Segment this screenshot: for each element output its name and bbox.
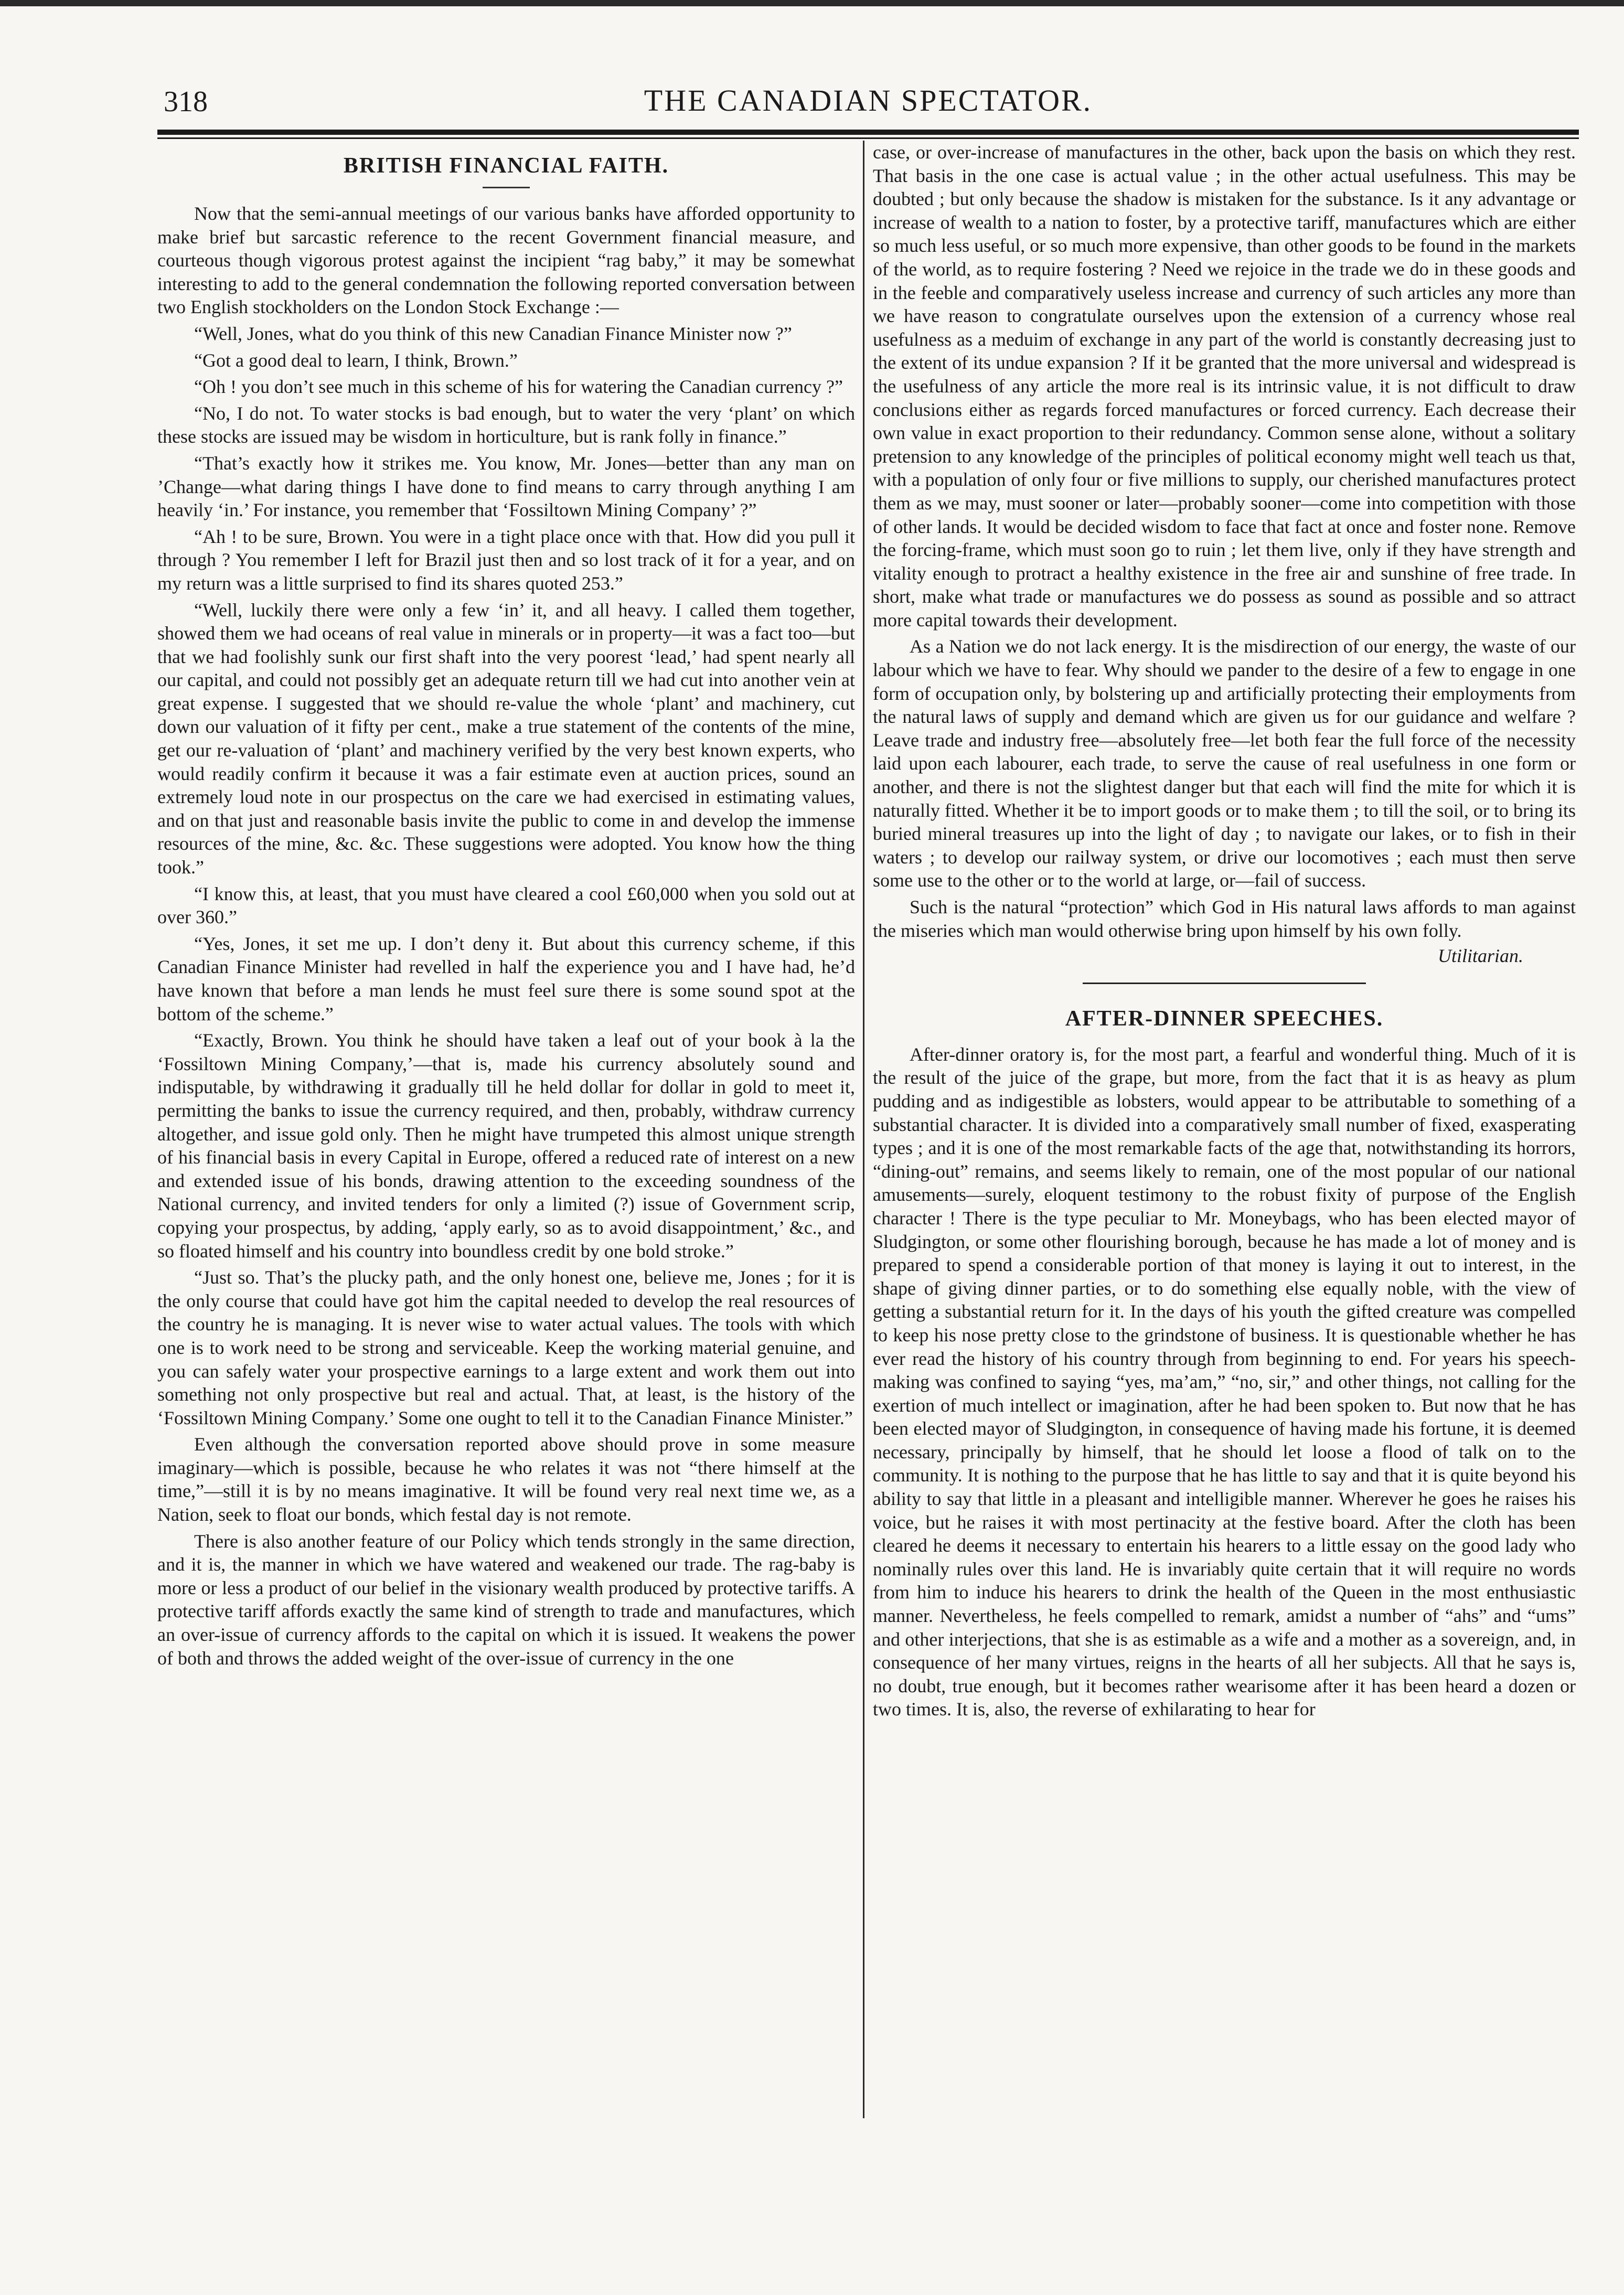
left-column <box>157 141 855 1673</box>
paragraph: “Ah ! to be sure, Brown. You were in a tight place once with that. How did you pull it through ? You remember I left for Brazil just then and so lost track of it for a year, and on my return was a little surprised to find its shares quoted 253.” <box>157 526 855 594</box>
article-body <box>873 1043 1576 1721</box>
paragraph: case, or over-increase of manufactures in the other, back upon the basis on which they rest. That basis in the one case is actual value ; in the other actual usefulness. This may be doubted ; but only because the shadow is mistaken for the substance. Is it any advantage or increase of wealth to a nation to foster, by a protective tariff, manufactures which are either so much less useful, or so much more expensive, than other goods to be found in the markets of the world, as to require fostering ? Need we rejoice in the trade we do in these goods and in the feeble and comparatively useless increase and currency of such articles any more than we have reason to congratulate ourselves upon the extension of a currency whose real usefulness as a meduim of exchange in any part of the world is constantly decreasing just to the extent of its undue expansion ? If it be granted that the more universal and widespread is the usefulness of any article the more real is its intrinsic value, it is not difficult to draw conclusions either as regards forced manufactures or forced currency. Each decrease their own value in exact proportion to their redundancy. Common sense alone, without a solitary pretension to any knowledge of the principles of political economy might well teach us that, with a population of only four or five millions to supply, our cherished manufactures protect them as we may, must sooner or later—probably sooner—come into competition with those of other lands. It would be decided wisdom to face that fact at once and foster none. Remove the forcing-frame, which must soon go to ruin ; let them live, only if they have strength and vitality enough to protract a healthy existence in the free air and sunshine of free trade. In short, make what trade or manufactures we do possess as sound as possible and so attract more capital towards their development. <box>873 142 1576 631</box>
paragraph: As a Nation we do not lack energy. It is the misdirection of our energy, the waste of our labour which we have to fear. Why should we pander to the desire of a few to engage in one form of occupation only, by bolstering up and artificially protecting their employments from the natural laws of supply and demand which are given us for our guidance and welfare ? Leave trade and industry free—absolutely free—let both fear the full force of the necessity laid upon each labourer, each trade, to serve the cause of real usefulness in one form or another, and there is not the slightest danger but that each will find the mite for which it is naturally fitted. Whether it be to import goods or to make them ; to till the soil, or to bring its buried mineral treasures up into the light of day ; to navigate our lakes, or to fish in their waters ; to develop our railway system, or drive our locomotives ; each must then serve some use to the other or to the world at large, or—fail of success. <box>873 636 1576 891</box>
paragraph: Such is the natural “protection” which God in His natural laws affords to man against the miseries which man would otherwise bring upon himself by his own folly. <box>873 896 1576 941</box>
paragraph: Even although the conversation reported above should prove in some measure imaginary—which is possible, because he who relates it was not “there himself at the time,”—still it is by no means imaginative. It will be found very real next time we, as a Nation, seek to float our bonds, which festal day is not remote. <box>157 1434 855 1525</box>
paragraph: Now that the semi-annual meetings of our various banks have afforded opportunity to make brief but sarcastic reference to the recent Government financial measure, and courteous though vigorous protest against the incipient “rag baby,” it may be somewhat interesting to add to the general condemnation the following reported conversation between two English stockholders on the London Stock Exchange :— <box>157 203 855 318</box>
paragraph: “I know this, at least, that you must have cleared a cool £60,000 when you sold out at over 360.” <box>157 883 855 928</box>
paragraph: “Just so. That’s the plucky path, and the only honest one, believe me, Jones ; for it is the only course that could have got him the capital needed to develop the real resources of the country he is managing. It is never wise to water actual values. The tools with which one is to work need to be strong and serviceable. Keep the working material genuine, and you can safely water your prospective earnings to a large extent and work them out into something not only prospective but real and actual. That, at least, is the history of the ‘Fossiltown Mining Company.’ Some one ought to tell it to the Canadian Finance Minister.” <box>157 1267 855 1428</box>
page-top-edge <box>0 0 1624 6</box>
paragraph: “Yes, Jones, it set me up. I don’t deny it. But about this currency scheme, if this Canadian Finance Minister had revelled in half the experience you and I have had, he’d have known that before a man lends he must feel sure there is some sound spot at the bottom of the scheme.” <box>157 933 855 1024</box>
paragraph: There is also another feature of our Policy which tends strongly in the same direction, and it is, the manner in which we have watered and weakened our trade. The rag-baby is more or less a product of our belief in the visionary wealth produced by protective tariffs. A protective tariff affords exactly the same kind of strength to trade and manufactures, which an over-issue of currency affords to the capital on which it is issued. It weakens the power of both and throws the added weight of the over-issue of currency in the one <box>157 1530 855 1669</box>
paragraph: “Got a good deal to learn, I think, Brown.” <box>194 349 518 371</box>
paragraph: “That’s exactly how it strikes me. You know, Mr. Jones—better than any man on ’Change—what daring things I have done to find means to carry through anything I am heavily ‘in.’ For instance, you remember that ‘Fossiltown Mining Company’ ?” <box>157 452 855 521</box>
header-rule-thick <box>157 130 1579 135</box>
paragraph: After-dinner oratory is, for the most part, a fearful and wonderful thing. Much of it is the result of the juice of the grape, but more, from the fact that it is as heavy as plum pudding and as indigestible as lobsters, would appear to be attributable to something of a substantial character. It is divided into a comparatively small number of fixed, exasperating types ; and it is one of the most remarkable facts of the age that, notwithstanding its horrors, “dining-out” remains, and seems likely to remain, one of the most popular of our national amusements—surely, eloquent testimony to the robust fixity of purpose of the English character ! There is the type peculiar to Mr. Moneybags, who has been elected mayor of Sludgington, or some other flourishing borough, because he has made a lot of money and is prepared to spend a considerable portion of that money is laying it out to interest, in the shape of giving dinner parties, or to do something else equally noble, with the view of getting a substantial return for it. In the days of his youth the gifted creature was compelled to keep his nose pretty close to the grindstone of business. It is questionable whether he has ever read the history of his country through from beginning to end. For years his speech-making was confined to saying “yes, ma’am,” “no, sir,” and other things, not calling for the exertion of much intellect or imagination, after he had been spoken to. But now that he has been elected mayor of Sludgington, in consequence of having made his fortune, it is deemed necessary, principally by himself, that he should let loose a flood of talk on to the community. It is nothing to the purpose that he has little to say and that it is quite beyond his ability to say that little in a pleasant and intelligible manner. Wherever he goes he raises his voice, but he raises it with most pertinacity at the festive board. After the cloth has been cleared he deems it necessary to entertain his hearers to a little essay on the good lady who nominally rules over this land. He is invariably quite certain that it will require no words from him to induce his hearers to drink the health of the Queen in the most enthusiastic manner. Nevertheless, he feels compelled to remark, amidst a number of “ahs” and “ums” and other interjections, that she is as estimable as a wife and a mother as a sovereign, and, in consequence of her many virtues, reigns in the hearts of all her subjects. All that he says is, no doubt, true enough, but it becomes rather wearisome after it has been heard a dozen or two times. It is, also, the reverse of exhilarating to hear for <box>873 1043 1576 1720</box>
page-number: 318 <box>164 86 208 118</box>
paragraph: “Well, Jones, what do you think of this new Canadian Finance Minister now ?” <box>194 323 792 344</box>
paragraph: “No, I do not. To water stocks is bad enough, but to water the very ‘plant’ on which these stocks are issued may be wisdom in horticulture, but is rank folly in finance.” <box>157 402 855 447</box>
article-title: AFTER-DINNER SPEECHES. <box>1065 1006 1384 1031</box>
paragraph: “Exactly, Brown. You think he should have taken a leaf out of your book à la the ‘Fossiltown Mining Company,’—that is, made his currency absolutely sound and indisputable, by withdrawing it gradually till he held dollar for dollar in gold to meet it, permitting the banks to issue the currency required, and then, probably, withdraw currency altogether, and issue gold only. Then he might have trumpeted this almost unique strength of his financial basis in every Capital in Europe, offered a reduced rate of interest on a new and extended issue of his bonds, drawing attention to the exceeding soundness of the National currency, and invited tenders for only a limited (?) issue of Government scrip, copying your prospectus, by adding, ‘apply early, so as to avoid disappointment,’ &c., and so floated himself and his country into boundless credit by one bold stroke.” <box>157 1030 855 1262</box>
page-header <box>157 79 1579 136</box>
article-body <box>157 202 855 1670</box>
masthead-title: THE CANADIAN SPECTATOR. <box>644 83 1093 118</box>
right-column <box>873 141 1576 1724</box>
title-rule <box>483 187 530 188</box>
paragraph: “Well, luckily there were only a few ‘in’ it, and all heavy. I called them together, showed them we had oceans of real value in minerals or in property—it was a fact too—but that we had foolishly sunk our first shaft into the very poorest ‘lead,’ had spent nearly all our capital, and could not possibly get an adequate return till we had cut into another vein at great expense. I suggested that we should re-value the whole ‘plant’ and machinery, cut down our valuation of it fifty per cent., make a true statement of the contents of the mine, get our re-valuation of ‘plant’ and machinery verified by the very best known experts, who would readily confirm it because it was a fair estimate even at auction prices, sound an extremely loud note in our prospectus on the care we had exercised in estimating values, and on that just and reasonable basis invite the public to come in and develop the immense resources of the mine, &c. &c. These suggestions were adopted. You know how the thing took.” <box>157 599 855 878</box>
column-divider <box>863 141 864 2118</box>
article-title: BRITISH FINANCIAL FAITH. <box>343 154 669 178</box>
article-separator <box>1083 983 1366 984</box>
title-spacer <box>873 1038 1576 1043</box>
author-signature: Utilitarian. <box>1437 945 1523 967</box>
paragraph: “Oh ! you don’t see much in this scheme of his for watering the Canadian currency ?” <box>194 376 843 398</box>
article-continuation <box>873 141 1576 968</box>
header-rule-thin <box>157 137 1579 139</box>
